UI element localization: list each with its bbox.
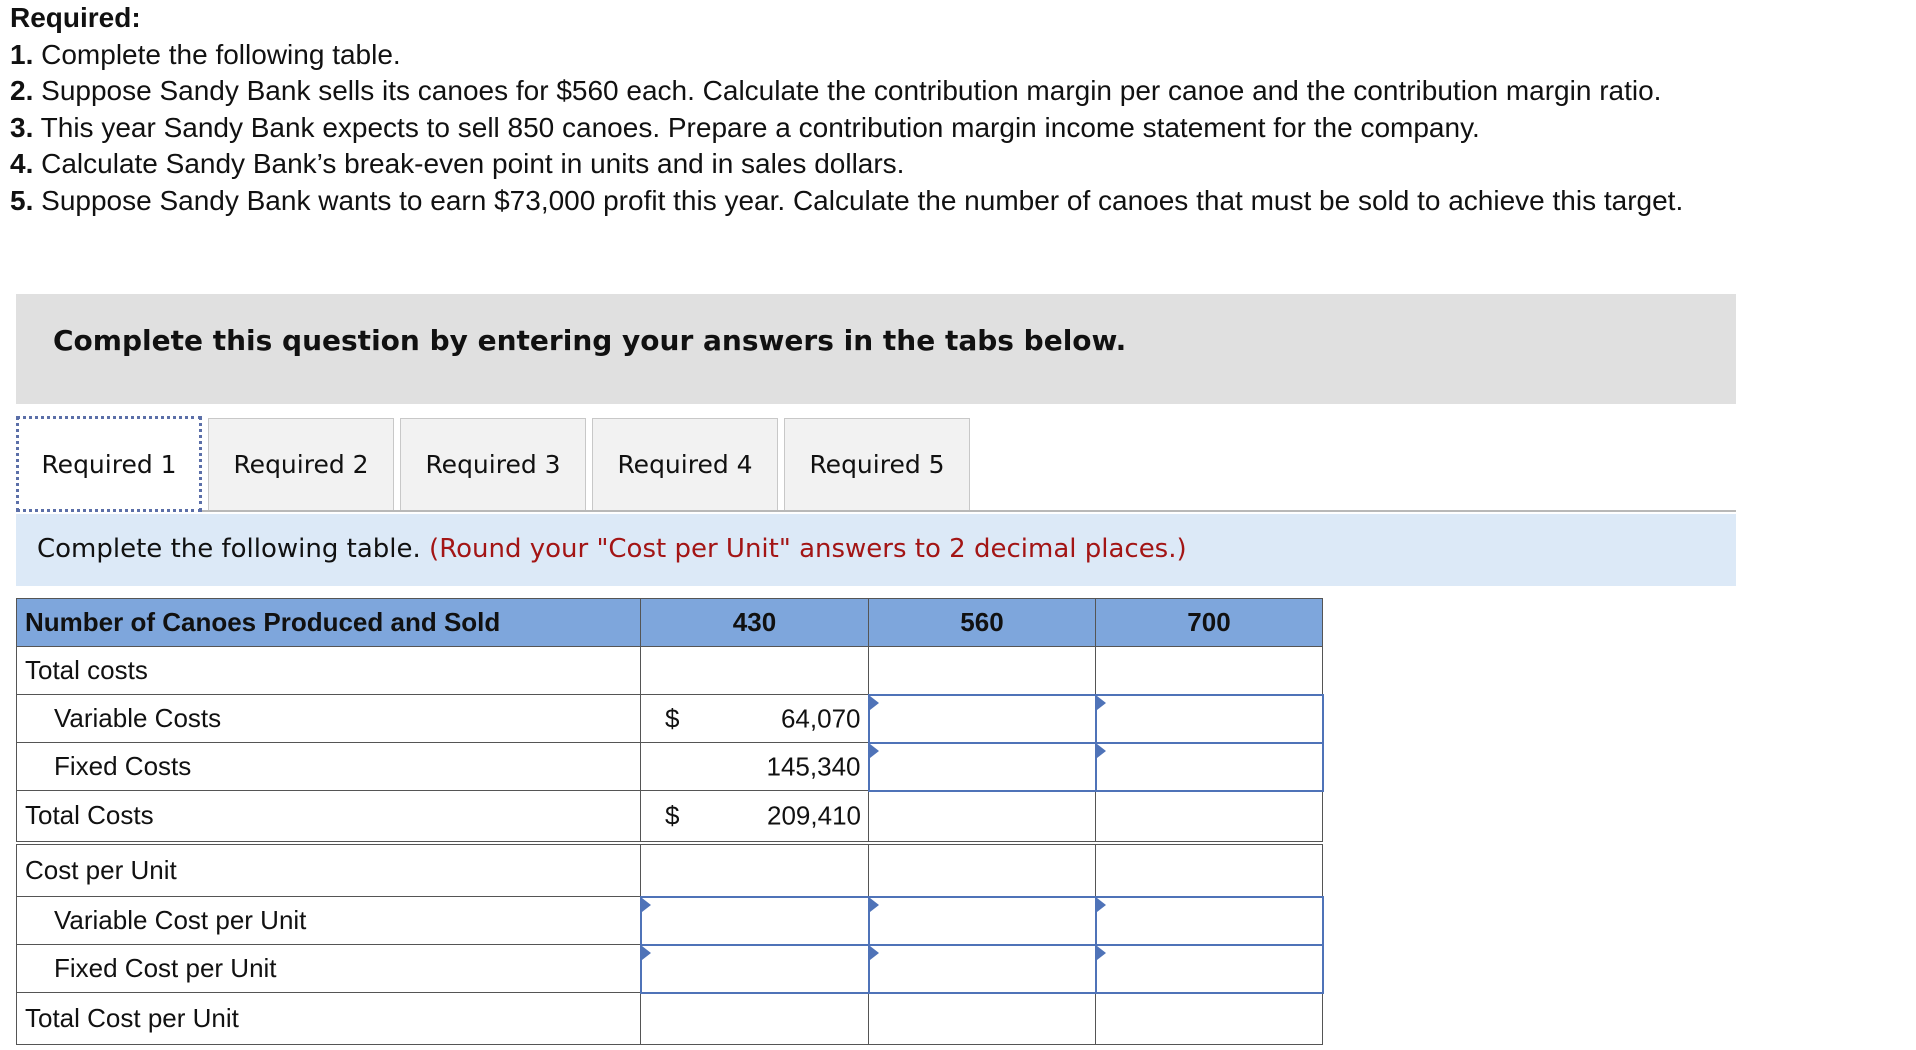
table-row [17, 791, 1323, 843]
variable-costs-430-value: 64,070 [780, 703, 861, 733]
cost-per-unit-heading: Cost per Unit [17, 843, 641, 897]
table-row [17, 897, 1323, 945]
input-marker-icon [1097, 946, 1106, 960]
total-cost-per-unit-560 [869, 993, 1096, 1045]
variable-costs-700-input[interactable] [1096, 695, 1323, 743]
fixed-costs-560-input[interactable] [869, 743, 1096, 791]
input-marker-icon [1097, 744, 1106, 758]
fixed-cost-per-unit-label: Fixed Cost per Unit [17, 945, 641, 993]
input-marker-icon [870, 946, 879, 960]
header-label: Number of Canoes Produced and Sold [17, 599, 641, 647]
total-cost-per-unit-700 [1096, 993, 1323, 1045]
input-marker-icon [870, 744, 879, 758]
fixed-costs-label: Fixed Costs [17, 743, 641, 791]
table-row [17, 695, 1323, 743]
variable-costs-430 [641, 695, 869, 743]
header-col-430: 430 [641, 599, 869, 647]
total-cost-per-unit-label: Total Cost per Unit [17, 993, 641, 1045]
fixed-costs-430 [641, 743, 869, 791]
fixed-costs-700-input[interactable] [1096, 743, 1323, 791]
input-marker-icon [642, 946, 651, 960]
fixed-cost-per-unit-560-input[interactable] [869, 945, 1096, 993]
variable-cost-per-unit-label: Variable Cost per Unit [17, 897, 641, 945]
input-marker-icon [1097, 898, 1106, 912]
variable-cost-per-unit-430-input[interactable] [641, 897, 869, 945]
variable-costs-label: Variable Costs [17, 695, 641, 743]
table-row [17, 945, 1323, 993]
total-costs-700 [1096, 791, 1323, 843]
variable-cost-per-unit-700-input[interactable] [1096, 897, 1323, 945]
fixed-costs-430-value: 145,340 [766, 751, 861, 781]
requirement-2: 2. Suppose Sandy Bank sells its canoes for $560 each. Calculate the contribution margin per canoe and the contribution margin ratio. [10, 75, 1662, 106]
total-costs-heading: Total costs [17, 647, 641, 695]
input-marker-icon [870, 696, 879, 710]
header-col-560: 560 [869, 599, 1096, 647]
fixed-cost-per-unit-700-input[interactable] [1096, 945, 1323, 993]
tab-required-1[interactable]: Required 1 [16, 416, 202, 512]
tab-required-3[interactable]: Required 3 [400, 418, 586, 510]
total-costs-label: Total Costs [17, 791, 641, 843]
total-costs-430-value: 209,410 [767, 800, 861, 831]
input-marker-icon [1097, 696, 1106, 710]
currency-symbol: $ [665, 703, 680, 733]
requirement-1: 1. Complete the following table. [10, 38, 401, 70]
instruction-banner [16, 294, 1736, 404]
tab-required-2[interactable]: Required 2 [208, 418, 394, 510]
header-col-700: 700 [1096, 599, 1323, 647]
total-costs-430 [641, 791, 869, 843]
tab-baseline [16, 510, 1736, 512]
instruction-text: Complete the following table. [37, 534, 421, 564]
tab-instruction [16, 514, 1736, 586]
tab-required-5[interactable]: Required 5 [784, 418, 970, 510]
cost-table [16, 598, 1324, 1045]
variable-cost-per-unit-560-input[interactable] [869, 897, 1096, 945]
banner-text: Complete this question by entering your answers in the tabs below. [53, 324, 1127, 357]
requirement-4: 4. Calculate Sandy Bank’s break-even point in units and in sales dollars. [10, 148, 905, 179]
input-marker-icon [642, 898, 651, 912]
total-cost-per-unit-430 [641, 993, 869, 1045]
requirement-5: 5. Suppose Sandy Bank wants to earn $73,000 profit this year. Calculate the number of canoes that must be sold to achieve this target. [10, 184, 1684, 216]
input-marker-icon [870, 898, 879, 912]
currency-symbol: $ [665, 800, 680, 831]
requirements-block [10, 0, 1900, 219]
table-row [17, 993, 1323, 1045]
tab-required-4[interactable]: Required 4 [592, 418, 778, 510]
total-costs-560 [869, 791, 1096, 843]
fixed-cost-per-unit-430-input[interactable] [641, 945, 869, 993]
rounding-note: (Round your "Cost per Unit" answers to 2 decimal places.) [429, 534, 1187, 564]
table-row [17, 843, 1323, 897]
table-row [17, 647, 1323, 695]
table-row [17, 743, 1323, 791]
requirements-heading: Required: [10, 2, 141, 33]
table-header-row [17, 599, 1323, 647]
requirement-3: 3. This year Sandy Bank expects to sell 850 canoes. Prepare a contribution margin income statement for the company. [10, 111, 1480, 143]
tab-bar [16, 416, 1736, 512]
variable-costs-560-input[interactable] [869, 695, 1096, 743]
